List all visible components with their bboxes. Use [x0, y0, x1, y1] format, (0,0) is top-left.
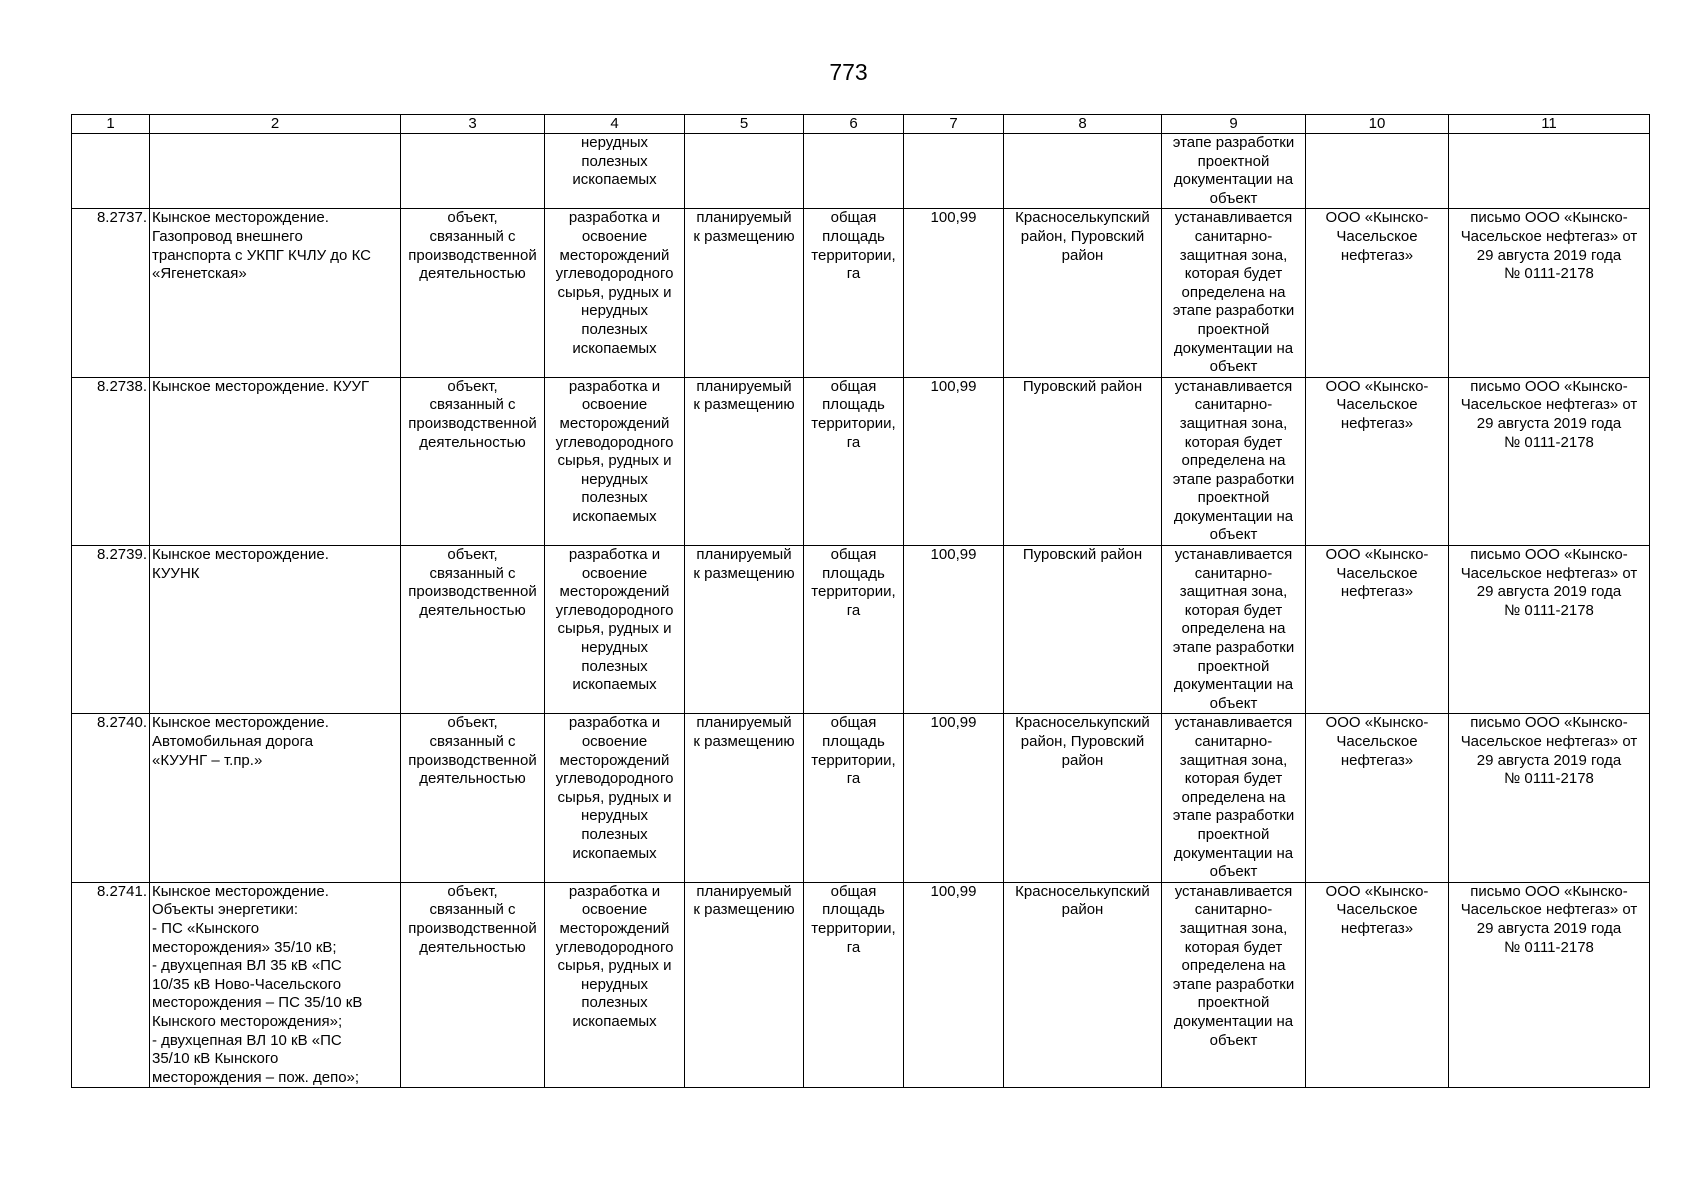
object-status-text: планируемый к размещению — [693, 209, 795, 245]
table-cell — [685, 882, 804, 1088]
table-cell — [1162, 209, 1306, 377]
basis-text: письмо ООО «Кынско- Часельское нефтегаз» от 29 августа 2019 года № 0111-2178 — [1460, 546, 1638, 619]
column-header: 9 — [1162, 115, 1306, 134]
basis-text: письмо ООО «Кынско- Часельское нефтегаз» от 29 августа 2019 года № 0111-2178 — [1460, 377, 1638, 451]
table-cell — [401, 377, 545, 545]
table-cell — [1004, 209, 1162, 377]
organization-text: ООО «Кынско- Часельское нефтегаз» — [1325, 377, 1429, 432]
object-purpose-text: разработка и освоение месторождений углеводородного сырья, рудных и нерудных полезных ископаемых — [555, 546, 674, 694]
table-cell — [150, 377, 401, 545]
object-name-text: Кынское месторождение. КУУГ — [152, 377, 370, 395]
table-cell — [1306, 377, 1449, 545]
table-cell — [401, 546, 545, 714]
table-cell — [1449, 882, 1650, 1088]
table-cell — [150, 714, 401, 882]
zone-text: устанавливается санитарно- защитная зона, которая будет определена на этапе разработки проектной документации на объект — [1172, 714, 1295, 881]
table-cell — [545, 377, 685, 545]
object-purpose-text: разработка и освоение месторождений углеводородного сырья, рудных и нерудных полезных ископаемых — [555, 377, 674, 525]
table-cell — [1306, 134, 1449, 209]
characteristic-value-text: 100,99 — [930, 882, 977, 900]
table-row — [72, 546, 1650, 714]
object-type-text: объект, связанный с производственной деятельностью — [408, 714, 537, 788]
table-cell — [72, 134, 150, 209]
column-header: 6 — [804, 115, 904, 134]
table-cell — [685, 714, 804, 882]
characteristic-text: общая площадь территории, га — [811, 882, 896, 956]
table-cell — [685, 209, 804, 377]
zone-text: устанавливается санитарно- защитная зона, которая будет определена на этапе разработки проектной документации на объект — [1172, 377, 1295, 544]
table-cell — [904, 377, 1004, 545]
object-status-text: планируемый к размещению — [693, 377, 795, 414]
column-header: 2 — [150, 115, 401, 134]
table-cell — [1162, 377, 1306, 545]
table-cell — [904, 546, 1004, 714]
column-header: 11 — [1449, 115, 1650, 134]
table-cell — [401, 882, 545, 1088]
zone-text: устанавливается санитарно- защитная зона, которая будет определена на этапе разработки проектной документации на объект — [1172, 546, 1295, 712]
data-table — [71, 114, 1650, 1088]
header-row — [72, 115, 1650, 134]
table-cell — [1004, 546, 1162, 714]
table-cell — [1004, 377, 1162, 545]
table-cell — [1449, 714, 1650, 882]
column-header: 7 — [904, 115, 1004, 134]
table-cell — [804, 134, 904, 209]
table-cell — [1004, 714, 1162, 882]
object-name-text: Кынское месторождение. Объекты энергетики: - ПС «Кынского месторождения» 35/10 кВ; - двухцепная ВЛ 35 кВ «ПС 10/35 кВ Ново-Часельского месторождения – ПС 35/10 кВ Кынского месторождения»; - двухцепная ВЛ 10 кВ «ПС 35/10 кВ Кынского месторождения – пож. депо»; — [152, 882, 363, 1086]
table-cell — [150, 209, 401, 377]
table-cell — [72, 714, 150, 882]
table-row — [72, 209, 1650, 377]
table-cell — [1449, 377, 1650, 545]
object-purpose-text: разработка и освоение месторождений углеводородного сырья, рудных и нерудных полезных ископаемых — [555, 882, 674, 1030]
object-name-text: Кынское месторождение. Автомобильная дорога «КУУНГ – т.пр.» — [152, 714, 329, 769]
table-cell — [72, 209, 150, 377]
characteristic-value-text: 100,99 — [930, 209, 977, 227]
table-cell — [685, 377, 804, 545]
organization-text: ООО «Кынско- Часельское нефтегаз» — [1325, 882, 1429, 937]
table-cell — [1004, 882, 1162, 1088]
table-cell — [1162, 882, 1306, 1088]
object-type-text: объект, связанный с производственной деятельностью — [408, 377, 537, 451]
table-cell — [150, 134, 401, 209]
characteristic-text: общая площадь территории, га — [811, 377, 896, 451]
row-number-text: 8.2738. — [96, 377, 147, 395]
table-cell — [685, 546, 804, 714]
location-text: Красноселькупский район, Пуровский район — [1015, 209, 1150, 264]
table-cell — [545, 714, 685, 882]
column-header: 10 — [1306, 115, 1449, 134]
object-name-text: Кынское месторождение. КУУНК — [152, 546, 329, 582]
column-header: 5 — [685, 115, 804, 134]
table-cell — [804, 714, 904, 882]
table-cell — [804, 377, 904, 545]
location-text: Красноселькупский район — [1015, 882, 1150, 919]
table-cell — [150, 882, 401, 1088]
zone-text: этапе разработки проектной документации на объект — [1172, 134, 1295, 207]
object-status-text: планируемый к размещению — [693, 714, 795, 750]
organization-text: ООО «Кынско- Часельское нефтегаз» — [1325, 546, 1429, 601]
table-cell — [401, 714, 545, 882]
table-cell — [904, 134, 1004, 209]
location-text: Пуровский район — [1022, 377, 1143, 395]
table-row — [72, 714, 1650, 882]
table-row — [72, 882, 1650, 1088]
basis-text: письмо ООО «Кынско- Часельское нефтегаз» от 29 августа 2019 года № 0111-2178 — [1460, 714, 1638, 788]
table-cell — [1449, 209, 1650, 377]
table-cell — [1449, 546, 1650, 714]
table-cell — [1306, 546, 1449, 714]
table-cell — [401, 134, 545, 209]
row-number-text: 8.2739. — [96, 546, 147, 564]
continuation-row — [72, 134, 1650, 209]
basis-text: письмо ООО «Кынско- Часельское нефтегаз» от 29 августа 2019 года № 0111-2178 — [1460, 209, 1638, 283]
row-number-text: 8.2741. — [96, 882, 147, 900]
object-purpose-text: разработка и освоение месторождений углеводородного сырья, рудных и нерудных полезных ископаемых — [555, 714, 674, 862]
table-cell — [545, 882, 685, 1088]
table-cell — [545, 546, 685, 714]
table-cell — [401, 209, 545, 377]
table-cell — [72, 377, 150, 545]
table-cell — [1449, 134, 1650, 209]
column-header: 3 — [401, 115, 545, 134]
object-type-text: объект, связанный с производственной деятельностью — [408, 209, 537, 283]
organization-text: ООО «Кынско- Часельское нефтегаз» — [1325, 714, 1429, 769]
organization-text: ООО «Кынско- Часельское нефтегаз» — [1325, 209, 1429, 264]
table-cell — [804, 546, 904, 714]
object-type-text: объект, связанный с производственной деятельностью — [408, 546, 537, 619]
zone-text: устанавливается санитарно- защитная зона, которая будет определена на этапе разработки проектной документации на объект — [1172, 882, 1295, 1049]
row-number-text: 8.2737. — [96, 209, 147, 227]
table-cell — [804, 882, 904, 1088]
table-cell — [545, 134, 685, 209]
table-cell — [904, 714, 1004, 882]
table-cell — [1306, 882, 1449, 1088]
table-cell — [1162, 546, 1306, 714]
table-cell — [72, 882, 150, 1088]
characteristic-text: общая площадь территории, га — [811, 546, 896, 619]
characteristic-value-text: 100,99 — [930, 714, 977, 732]
location-text: Красноселькупский район, Пуровский район — [1015, 714, 1150, 769]
object-status-text: планируемый к размещению — [693, 546, 795, 582]
basis-text: письмо ООО «Кынско- Часельское нефтегаз» от 29 августа 2019 года № 0111-2178 — [1460, 882, 1638, 956]
page-number: 773 — [829, 59, 868, 85]
table-cell — [1306, 209, 1449, 377]
characteristic-text: общая площадь территории, га — [811, 714, 896, 788]
table-cell — [685, 134, 804, 209]
characteristic-text: общая площадь территории, га — [811, 209, 896, 283]
column-header: 1 — [72, 115, 150, 134]
purpose-text: нерудных полезных ископаемых — [572, 134, 657, 189]
object-type-text: объект, связанный с производственной деятельностью — [408, 882, 537, 956]
table-cell — [72, 546, 150, 714]
object-purpose-text: разработка и освоение месторождений углеводородного сырья, рудных и нерудных полезных ископаемых — [555, 209, 674, 357]
table-cell — [1162, 714, 1306, 882]
table-cell — [1162, 134, 1306, 209]
table-cell — [804, 209, 904, 377]
table-cell — [545, 209, 685, 377]
column-header: 4 — [545, 115, 685, 134]
characteristic-value-text: 100,99 — [930, 546, 977, 564]
column-header: 8 — [1004, 115, 1162, 134]
table-cell — [1004, 134, 1162, 209]
table-cell — [150, 546, 401, 714]
object-name-text: Кынское месторождение. Газопровод внешнего транспорта с УКПГ КЧЛУ до КС «Ягенетская» — [152, 209, 371, 283]
table-cell — [904, 882, 1004, 1088]
table-row — [72, 377, 1650, 545]
zone-text: устанавливается санитарно- защитная зона, которая будет определена на этапе разработки проектной документации на объект — [1172, 209, 1295, 376]
table-cell — [1306, 714, 1449, 882]
table-cell — [904, 209, 1004, 377]
row-number-text: 8.2740. — [96, 714, 147, 732]
location-text: Пуровский район — [1022, 546, 1143, 564]
object-status-text: планируемый к размещению — [693, 882, 795, 919]
characteristic-value-text: 100,99 — [930, 377, 977, 395]
